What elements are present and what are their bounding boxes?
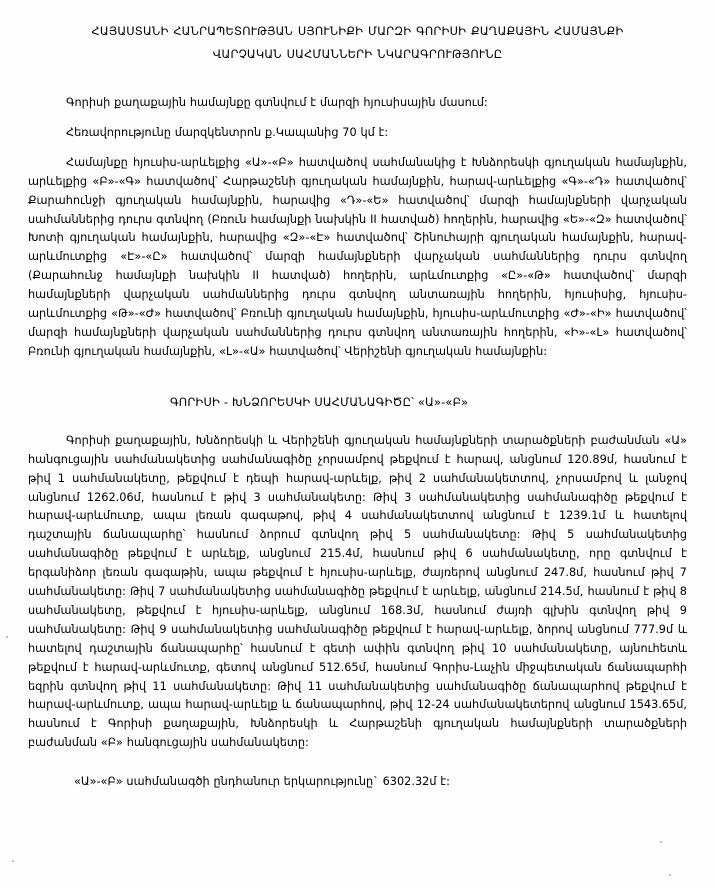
location-sentence: Գորիսի քաղաքային համայնքը գտնվում է մարզի հյուսիսային մասում: bbox=[66, 96, 488, 109]
page-title bbox=[28, 0, 687, 66]
spacer bbox=[28, 753, 687, 773]
scan-speck bbox=[6, 636, 8, 638]
spacer bbox=[28, 362, 687, 392]
boundary-overview-paragraph: Համայնքը հյուսիս-արևելքից «Ա»-«Բ» հատվածով սահմանակից է Խնձորեսկի գյուղական համայնքին, արևելքից «Բ»-«Գ» հատվածով՝ Հարթաշենի գյուղական համայնքին, հարավ-արևելքից «Գ»-«Դ» հատվածով՝ Քարահունջի գյուղական համայնքին, հարավից «Դ»-«Ե» հատվածով՝ մարզի համայնքների վարչական սահմաններից դուրս գտնվող (Բռուն համայնքի նախկին II հատված) հողերին, հարավից «Ե»-«Զ» հատվածով՝ Խոտի գյուղական համայնքին, հարավից «Զ»-«Է» հատվածով՝ Շինուհայրի գյուղական համայնքին, հարավ-արևմուտքից «Է»-«Ը» հատվածով՝ մարզի համայնքների վարչական սահմաններից դուրս գտնվող (Քարահունջ համայնքի նախկին II հատված) հողերին, արևմուտքից «Ը»-«Թ» հատվածով՝ մարզի համայնքների վարչական սահմաններից դուրս գտնվող անտառային հողերին, հյուսիսից, հյուսիս-արևմուտքից «Թ»-«Ժ» հատվածով՝ Բռունի գյուղական համայնքին, հյուսիս-արևմուտքից «Ժ»-«Ի» հատվածով՝ մարզի համայնքների վարչական սահմաններից դուրս գտնվող անտառային հողերին, «Ի»-«Լ» հատվածով՝ Բռունի գյուղական համայնքին, «Լ»-«Ա» հատվածով՝ Վերիշենի գյուղական համայնքին: bbox=[28, 155, 687, 358]
intro-block bbox=[28, 94, 687, 143]
spacer bbox=[28, 412, 687, 432]
spacer bbox=[28, 143, 687, 154]
distance-sentence: Հեռավորությունը մարզկենտրոն ք.Կապանից 70 կմ է: bbox=[66, 125, 389, 139]
scan-speck bbox=[12, 860, 14, 862]
section-heading: ԳՈՐԻՍԻ - ԽՆՁՈՐԵՍԿԻ ՍԱՀՄԱՆԱԳԻԾԸ՝ «Ա»-«Բ» bbox=[170, 394, 469, 409]
page-title-line-1: ՀԱՅԱՍՏԱՆԻ ՀԱՆՐԱՊԵՏՈՒԹՅԱՆ ՍՅՈՒՆԻՔԻ ՄԱՐԶԻ ԳՈՐԻՍԻ ՔԱՂԱՔԱՅԻՆ ՀԱՄԱՅՆՔԻ bbox=[91, 24, 624, 38]
spacer bbox=[28, 113, 687, 124]
total-length-sentence: «Ա»-«Բ» սահմանագծի ընդհանուր երկարությունը` 6302.32մ է: bbox=[74, 775, 450, 789]
scan-speck bbox=[660, 841, 662, 843]
page-title-line-2: ՎԱՐՉԱԿԱՆ ՍԱՀՄԱՆՆԵՐԻ ՆԿԱՐԱԳՐՈՒԹՅՈՒՆԸ bbox=[212, 47, 503, 61]
section-body-paragraph: Գորիսի քաղաքային, Խնձորեսկի և Վերիշենի գյուղական համայնքների տարածքների բաժանման «Ա» հանգուցային սահմանակետից սահմանագիծը չորսամբով թեքվում է հարավ, անցնում 120.89մ, հասնում է թիվ 1 սահմանակետը, թեքվում է դեպի հարավ-արևելք, թիվ 2 սահմանակետտով, չորսամբով և լանջով անցնում 1262.06մ, հասնում է թիվ 3 սահմանակետը: Թիվ 3 սահմանակետից սահմանագիծը թեքվում է հարավ-արևմուտք, ապա լեռան գագաթով, թիվ 4 սահմանակետտով անցնում է 1239.1մ և հատելով դաշտային ճանապարհը՝ հասնում ձորում գտնվող թիվ 5 սահմանակետը: Թիվ 5 սահմանակետից սահմանագիծը թեքվում է արևելք, անցնում 215.4մ, հասնում թիվ 6 սահմանակետը, որը գտնվում է երգանիձոր լեռան գագաթին, ապա թեքվում է հյուսիս-արևելք, ժայռերով անցնում 247.8մ, հասնում թիվ 7 սահմանակետը: Թիվ 7 սահմանակետից սահմանագիծը թեքվում է արևելք, անցնում 214.5մ, հասնում է թիվ 8 սահմանակետը, թեքվում է հյուսիս-արևելք, անցնում 168.3մ, հասնում ժայռի գլխին գտնվող թիվ 9 սահմանակետը: Թիվ 9 սահմանակետից սահմանագիծը թեքվում է հարավ-արևելք, ձորով անցնում 777.9մ և հատելով դաշտային ճանապարհը՝ հասնում է գետի ափին գտնվող թիվ 10 սահմանակետը, այնուհետև թեքվում է հարավ-արևմուտք, գետով անցնում 512.65մ, հասնում Գորիս-Լաչին միջպետական ճանապարհի եզրին գտնվող թիվ 11 սահմանակետը: Թիվ 11 սահմանակետից սահմանագիծը ճանապարհով թեքվում է հարավ-արևմուտք, ապա հարավ-արևելք և ճանապարհով, թիվ 12-24 սահմանակետերով անցնում 1543.65մ, հասնում է Գորիսի քաղաքային, Խնձորեսկի և Հարթաշենի գյուղական համայնքների տարածքների բաժանման «Բ» հանգուցային սահմանակետը: bbox=[28, 433, 687, 750]
scan-speck bbox=[669, 874, 671, 876]
